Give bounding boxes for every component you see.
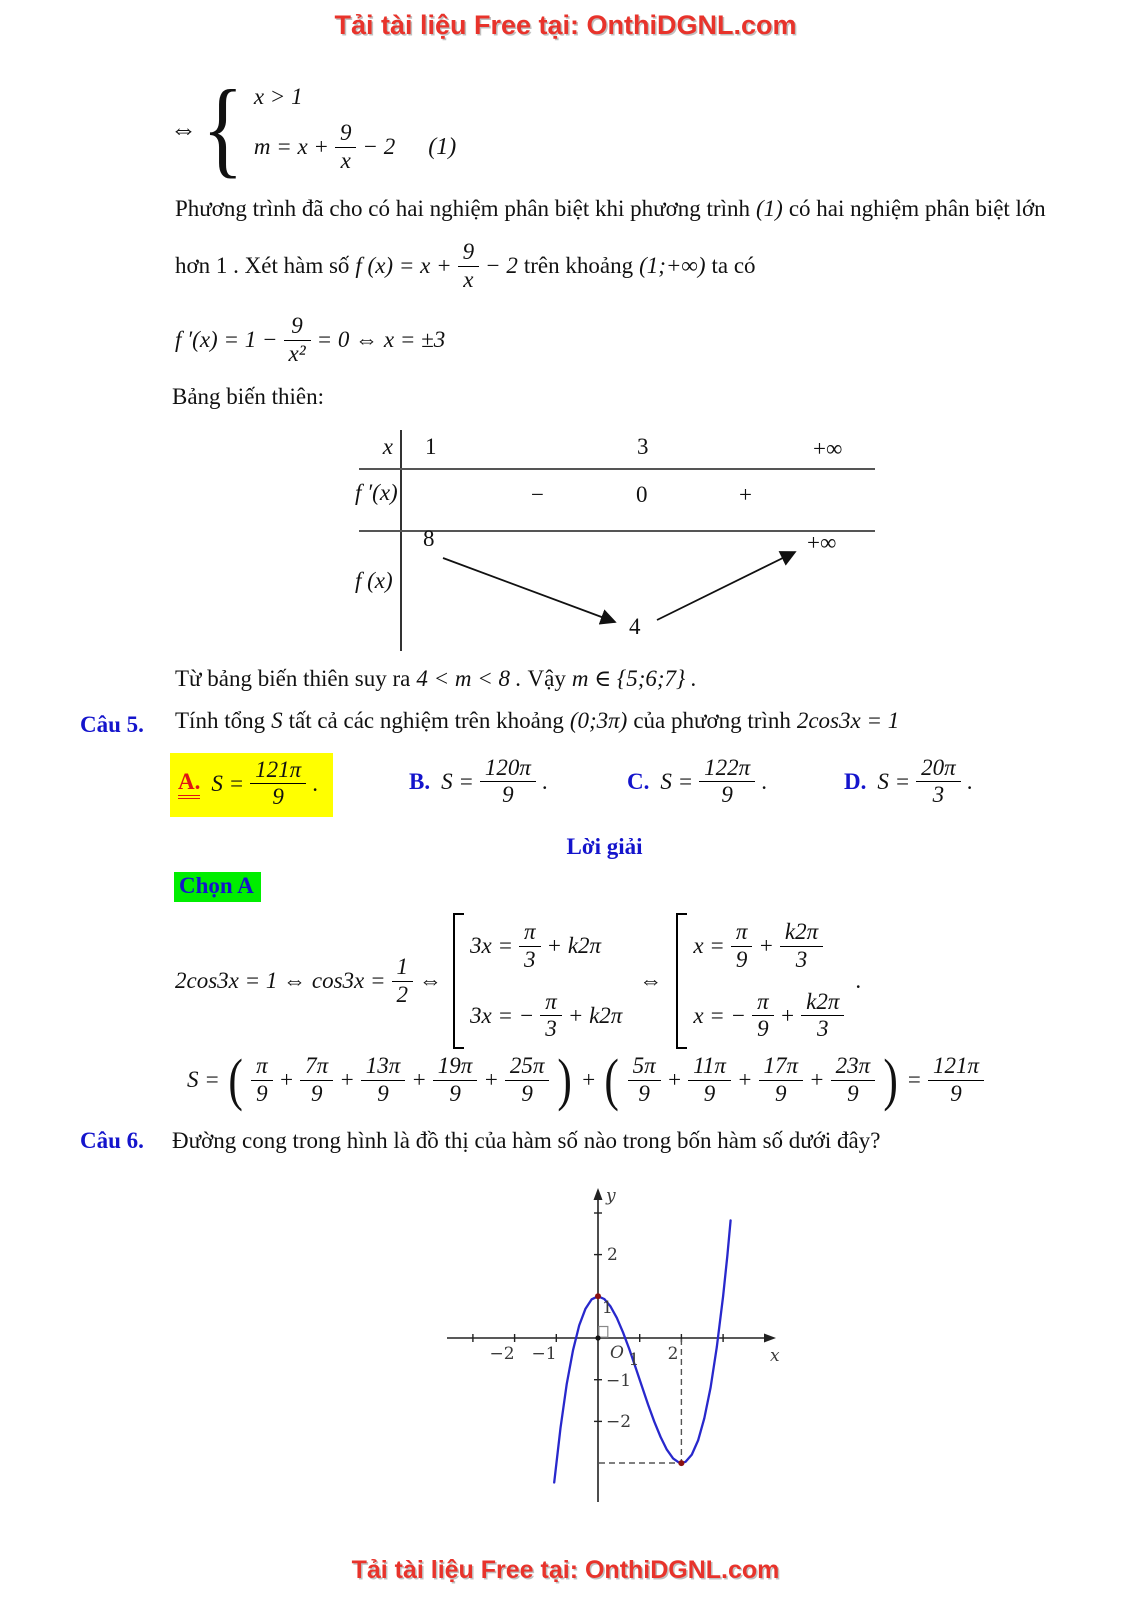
option-b bbox=[409, 755, 551, 809]
x-axis-label: x bbox=[770, 1346, 780, 1366]
option-c bbox=[627, 755, 770, 809]
function-graph bbox=[430, 1168, 800, 1508]
bbt-x-value-2: 3 bbox=[637, 434, 649, 459]
local-min-point bbox=[678, 1460, 684, 1466]
y-tick-label: 2 bbox=[607, 1245, 618, 1265]
x-tick-label: 1 bbox=[628, 1350, 640, 1370]
option-a bbox=[170, 753, 333, 817]
bbt-f-end: +∞ bbox=[807, 530, 837, 555]
variation-table bbox=[355, 430, 875, 655]
footer-watermark: Tải tài liệu Free tại: OnthiDGNL.com bbox=[351, 1556, 780, 1584]
header-watermark: Tải tài liệu Free tại: OnthiDGNL.com bbox=[334, 10, 797, 40]
choice-badge: Chọn A bbox=[174, 872, 261, 902]
origin-label: O bbox=[610, 1343, 624, 1363]
option-d bbox=[844, 755, 975, 809]
equation-tag: (1) bbox=[428, 133, 457, 160]
bbt-vertical-line bbox=[400, 430, 402, 651]
bbt-horizontal-line-2 bbox=[359, 530, 875, 532]
bbt-f-start: 8 bbox=[423, 526, 435, 551]
left-brace: { bbox=[202, 69, 244, 188]
bbt-fprime-plus: + bbox=[739, 482, 752, 507]
option-a-letter: A. bbox=[178, 769, 200, 799]
x-tick-label: −2 bbox=[489, 1344, 515, 1364]
q6-label: Câu 6. bbox=[80, 1128, 144, 1153]
system-row-1: x > 1 bbox=[253, 84, 303, 110]
y-axis-arrow bbox=[594, 1188, 603, 1200]
bbt-x-value-1: 1 bbox=[425, 434, 437, 459]
bbt-fprime-zero: 0 bbox=[636, 482, 648, 507]
bbt-caption: Bảng biến thiên: bbox=[172, 384, 325, 409]
option-d-equation: S = $\frac{20\pi}{3}$ . bbox=[877, 755, 973, 808]
y-tick-label: −2 bbox=[606, 1412, 632, 1432]
origin-point bbox=[595, 1335, 600, 1340]
trig-equation bbox=[172, 912, 861, 1050]
solution-heading: Lời giải bbox=[566, 834, 643, 859]
x-tick-label: 2 bbox=[667, 1344, 679, 1364]
cases-bracket-2: x = $\frac{\pi}{9}$ + $\frac{k2\pi}{3}$ x = − $\frac{\pi}{9}$ + $\frac{k2\pi}{3}$ bbox=[676, 913, 847, 1049]
option-a-equation: S = $\frac{121\pi}{9}$ . bbox=[211, 757, 318, 810]
local-max-point bbox=[595, 1293, 601, 1299]
conclusion-line: Từ bảng biến thiên suy ra 4 < m < 8 . Vậy m ∈ {5;6;7} . bbox=[175, 666, 697, 691]
x-tick-label: −1 bbox=[531, 1344, 557, 1364]
q5-label: Câu 5. bbox=[80, 712, 144, 737]
q6-text: Đường cong trong hình là đồ thị của hàm số nào trong bốn hàm số dưới đây? bbox=[172, 1128, 881, 1153]
option-b-equation: S = $\frac{120\pi}{9}$ . bbox=[441, 755, 548, 808]
option-c-equation: S = $\frac{122\pi}{9}$ . bbox=[660, 755, 767, 808]
cases-bracket-1: 3x = $\frac{\pi}{3}$ + k2π 3x = − $\frac{\pi}{3}$ + k2π bbox=[453, 913, 625, 1049]
cubic-curve bbox=[554, 1220, 730, 1482]
origin-right-angle-mark bbox=[599, 1327, 608, 1338]
option-b-letter: B. bbox=[409, 768, 431, 794]
sum-equation: S = ( $\frac{\pi}{9}$ + $\frac{7\pi}{9}$ + $\frac{13\pi}{9}$ + $\frac{19\pi}{9}$ + $\frac{25\pi}{9}$ ) + ( $\frac{5\pi}{9}$ + $\frac{11\pi}{9}$ + $\frac{17\pi}{9}$ + $\frac{23\pi}{9}$ ) = $\frac{121\pi}{9}$ bbox=[184, 1046, 987, 1114]
paragraph-line-1: Phương trình đã cho có hai nghiệm phân biệt khi phương trình (1) có hai nghiệm phân biệt lớn bbox=[175, 196, 1046, 221]
y-axis-label: y bbox=[606, 1186, 616, 1206]
bbt-f-min: 4 bbox=[629, 614, 641, 639]
y-tick-label: 1 bbox=[602, 1298, 613, 1318]
y-tick-label: −1 bbox=[606, 1371, 632, 1391]
trig-lead: 2cos3x = 1 ⇔ cos3x = $\frac{1}{2}$ ⇔ bbox=[175, 954, 443, 1007]
bbt-f-label: f (x) bbox=[355, 568, 393, 593]
bbt-x-label: x bbox=[382, 434, 393, 459]
system-row-2: m = x + $\frac{9}{x}$ − 2 bbox=[253, 120, 396, 173]
option-c-letter: C. bbox=[627, 768, 650, 794]
equiv-symbol: ⇔ bbox=[170, 113, 197, 144]
bbt-x-value-3: +∞ bbox=[813, 436, 843, 461]
system-equation bbox=[170, 69, 457, 188]
option-d-letter: D. bbox=[844, 768, 867, 794]
paragraph-line-2: hơn 1 . Xét hàm số f (x) = x + $\frac{9}{x}$ − 2 trên khoảng (1;+∞) ta có bbox=[175, 239, 756, 292]
trig-period: . bbox=[855, 968, 862, 993]
derivative-equation: f ′(x) = 1 − $\frac{9}{\text{x²}}$ = 0 ⇔ x = ±3 bbox=[175, 313, 446, 366]
bbt-fprime-minus: − bbox=[531, 482, 544, 507]
q5-stem: Tính tổng S tất cả các nghiệm trên khoảng (0;3π) của phương trình 2cos3x = 1 bbox=[175, 708, 900, 733]
x-axis-arrow bbox=[764, 1334, 776, 1343]
bbt-fprime-label: f ′(x) bbox=[355, 480, 398, 505]
bbt-horizontal-line-1 bbox=[359, 468, 875, 470]
equiv-symbol-2: ⇔ bbox=[639, 968, 663, 993]
